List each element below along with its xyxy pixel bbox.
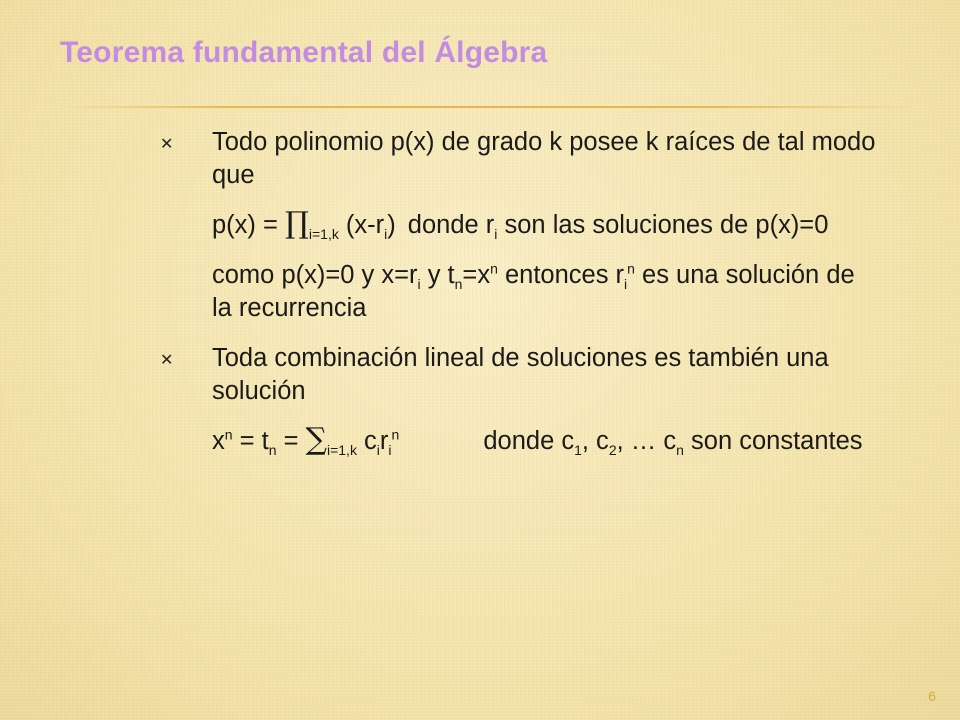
bullet-x-icon: ✕: [160, 352, 174, 369]
recurrence-note: como p(x)=0 y $x=r_i$ y $t_n=x^n$ entonces $r_i^n$ es una solución de la recurrencia: [212, 260, 855, 322]
product-factor: $(x-r_i)$: [338, 211, 396, 243]
bullet-x-icon: ✕: [160, 136, 174, 153]
title-divider: [60, 106, 920, 108]
product-description: donde $r_i$ son las soluciones de p(x)=0: [407, 211, 829, 243]
product-symbol: ∏: [284, 206, 309, 241]
product-formula: [160, 206, 880, 243]
bullet-item: [160, 342, 880, 408]
bullet-text: Todo polinomio p(x) de grado k posee k raíces de tal modo que: [212, 128, 876, 189]
sum-range: i=1,k: [326, 442, 357, 459]
product-range: i=1,k: [308, 226, 339, 243]
sum-symbol: ∑: [305, 422, 327, 457]
slide-content: [160, 126, 880, 475]
sum-formula: $x^n = t_n = \sum_{i=1,k}$ $c_ir_i^n$ donde $c_1$, $c_2$, … $c_n$ son constantes: [212, 422, 863, 459]
bullet-text: Toda combinación lineal de soluciones es también una solución: [212, 344, 829, 405]
slide-title: Teorema fundamental del Álgebra: [60, 36, 548, 69]
bullet-item: [160, 126, 880, 192]
formula-lhs: p(x) =: [212, 211, 285, 239]
sum-description: donde $c_1$, $c_2$, … $c_n$ son constantes: [483, 427, 863, 459]
page-number: 6: [928, 688, 936, 704]
